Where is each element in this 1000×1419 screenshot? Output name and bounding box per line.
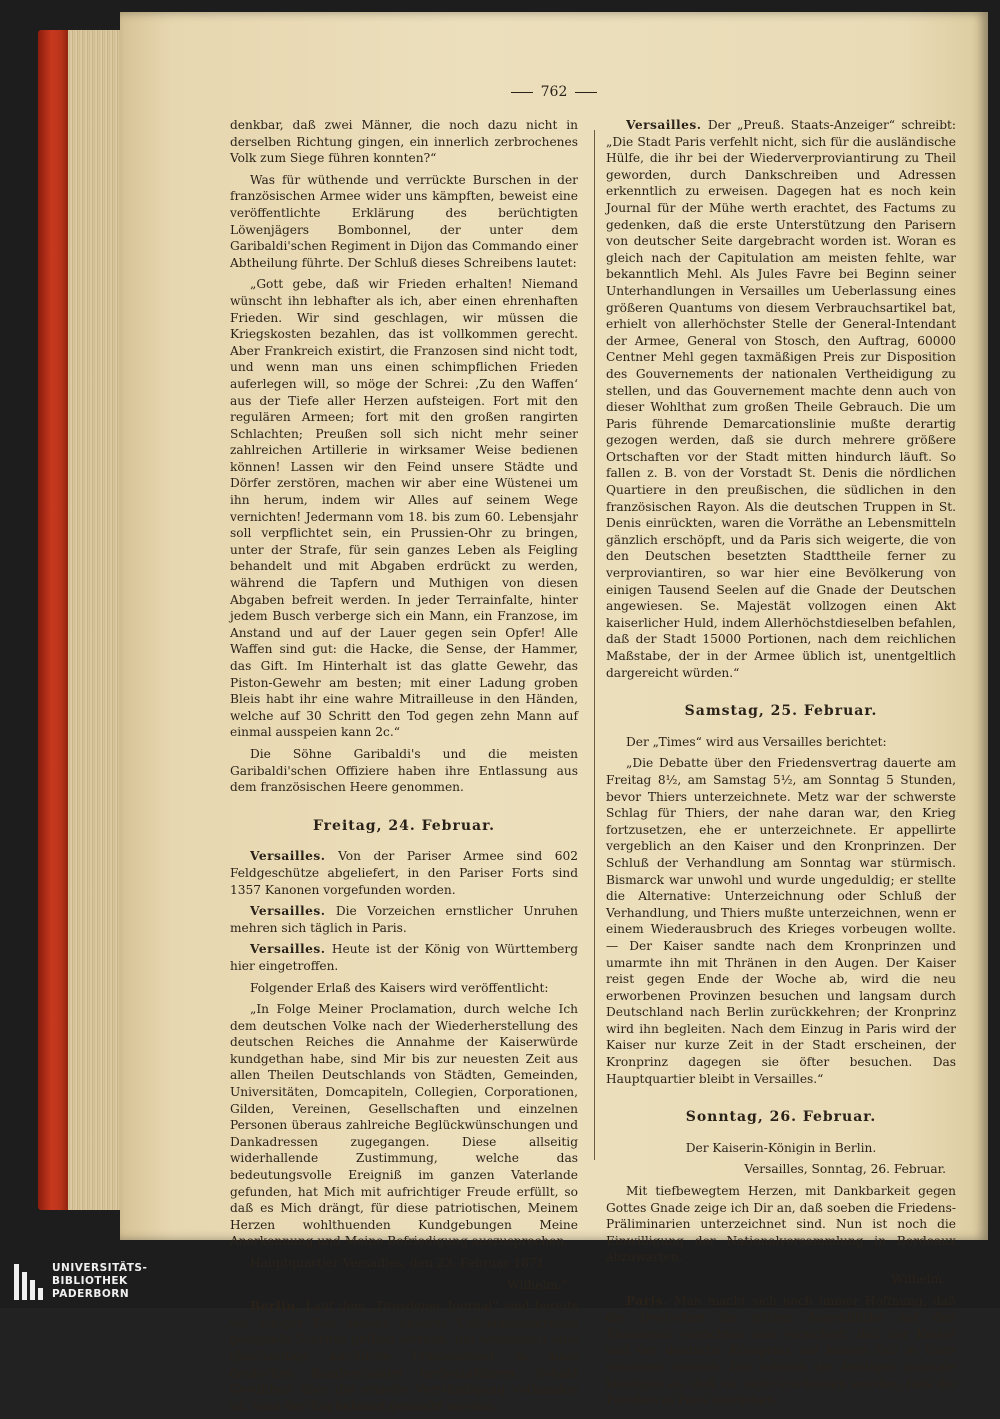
news-item (230, 941, 578, 974)
decree-place-date: Hauptquartier Versailles, den 23. Februar 1871. (250, 1256, 549, 1270)
library-logo-icon (12, 1262, 44, 1302)
news-item (230, 1298, 578, 1414)
news-item (606, 1293, 956, 1409)
book-page (120, 12, 988, 1413)
library-logo-text (52, 1262, 147, 1301)
news-text: Laut dem „Dresdener Journal“ sind bereits vor einiger Zeit seitens unseres Cultusministeriums geeignete Schritte gethan worden, um womöglich eine gleichzeitige kirchliche Friedensfeier in allen deutschen Bundesstaaten herbeizuführen. Sobald Gewißheit über die erzielte Verständigung vorhanden ist, wird der Tag bekannt gemacht werden. (230, 1299, 578, 1413)
news-item (230, 848, 578, 898)
right-column (606, 117, 956, 1414)
telegram-text: Mit tiefbewegtem Herzen, mit Dankbarkeit gegen Gottes Gnade zeige ich Dir an, daß soeben die Friedens-Präliminarien unterzeichnet sind. Nun ist noch die Einwilligung der Nationalversammlung in Bordeaux abzuwarten. (606, 1184, 956, 1265)
page-edges (68, 30, 128, 1210)
paragraph: Der „Times“ wird aus Versailles berichtet: (626, 734, 887, 749)
signature: Wilhelm. (891, 1272, 946, 1286)
dateline: Berlin. (250, 1299, 301, 1314)
news-item (230, 903, 578, 936)
dateline: Versailles. (250, 849, 326, 864)
news-text: Von der Pariser Armee sind 602 Feldgeschütze abgeliefert, in den Pariser Forts sind 1357 Kanonen vorgefunden worden. (230, 849, 578, 897)
date-heading: Freitag, 24. Februar. (312, 817, 496, 834)
date-heading: Samstag, 25. Februar. (684, 703, 878, 720)
page-number (120, 84, 988, 100)
telegram-place-date: Versailles, Sonntag, 26. Februar. (744, 1162, 946, 1177)
dateline: Versailles. (626, 118, 702, 132)
news-text: Heute ist der König von Württemberg hier eingetroffen. (230, 942, 578, 973)
telegram-address: Der Kaiserin-Königin in Berlin. (685, 1140, 877, 1155)
news-text: Der „Preuß. Staats-Anzeiger“ schreibt: „Die Stadt Paris verfehlt nicht, sich für die ausländische Hülfe, die ihr bei der Wiederverproviantirung zu Theil geworden, durch Dankschreiben und Adressen erkenntlich zu erweisen. Dagegen hat es noch kein Journal für der Mühe werth erachtet, des Factums zu gedenken, daß die erste Unterstützung den Parisern von deutscher Seite dargebracht worden ist. Woran es gleich nach der Capitulation am meisten fehlte, war bekanntlich Mehl. Als Jules Favre bei Beginn seiner Unterhandlungen in Versailles um Ueberlassung eines größeren Quantums von diesem Verbrauchsartikel bat, erhielt von allerhöchster Stelle der General-Intendant der Armee, General von Stosch, den Auftrag, 60000 Centner Mehl gegen taxmäßigen Preis zur Disposition des Gouvernements der nationalen Vertheidigung zu stellen, und das Gouvernement machte denn auch von dieser Wohlthat zum großen Theile Gebrauch. Die um Paris führende Demarcationslinie mußte derartig gezogen werden, daß sie durch mehrere größere Ortschaften vor der Stadt mitten hindurch läuft. So fallen z. B. von der Vorstadt St. Denis die nördlichen Quartiere in den preußischen, die südlichen in den französischen Rayon. Als die deutschen Truppen in St. Denis einrückten, waren die Vorräthe an Lebensmitteln gänzlich erschöpft, und da Paris sich weigerte, die von den Deutschen besetzten Stadttheile ferner zu verproviantiren, so war hier eine Bevölkerung von einigen Tausend Seelen auf die Gnade der Deutschen angewiesen. Se. Majestät vollzogen einen Akt kaiserlicher Huld, indem Allerhöchstdieselben befahlen, daß der Stadt 15000 Portionen, nach dem reichlichen Maßstabe, der in der Armee üblich ist, unentgeltlich dargereicht würden.“ (606, 118, 957, 680)
logo-line: BIBLIOTHEK (52, 1275, 128, 1287)
news-text: Die Vorzeichen ernstlicher Unruhen mehren sich täglich in Paris. (230, 904, 579, 935)
paragraph: Was für wüthende und verrückte Burschen in der französischen Armee wider uns kämpften, beweist eine veröffentlichte Erklärung des berüchtigten Löwenjägers Bombonnel, der unter dem Garibaldi'schen Regiment in Dijon das Commando einer Abtheilung führte. Der Schluß dieses Schreibens lautet: (230, 172, 578, 270)
date-heading: Sonntag, 26. Februar. (685, 1109, 877, 1126)
left-column (230, 117, 578, 1419)
paragraph: Folgender Erlaß des Kaisers wird veröffentlicht: (250, 980, 549, 995)
paragraph: Die Söhne Garibaldi's und die meisten Garibaldi'schen Offiziere haben ihre Entlassung aus dem französischen Heere genommen. (230, 746, 578, 795)
dateline: Versailles. (250, 904, 326, 919)
logo-line: PADERBORN (52, 1288, 130, 1300)
quote: „Gott gebe, daß wir Frieden erhalten! Niemand wünscht ihn lebhafter als ich, aber einen ehrenhaften Frieden. Wir sind geschlagen, wir müssen die Kriegskosten bezahlen, das ist vollkommen gerecht. Aber Frankreich existirt, die Franzosen sind nicht todt, und wenn man uns einen schimpflichen Frieden auferlegen will, so möge der Schrei: ‚Zu den Waffen‘ aus der Tiefe aller Herzen aufsteigen. Fort mit den regulären Armeen; fort mit den großen rangirten Schlachten; Preußen soll sich nicht mehr seiner zahlreichen Artillerie in wirksamer Weise bedienen können! Lassen wir den Feind unsere Städte und Dörfer zerstören, machen wir aber eine Wüstenei um ihn herum, indem wir Alles auf seinem Wege vernichten! Jedermann vom 18. bis zum 60. Lebensjahr soll verpflichtet sein, ein Prussien-Ohr zu bringen, unter der Strafe, für sein ganzes Leben als Feigling behandelt und mit Abgaben erdrückt zu werden, während die Tapfern und Muthigen von diesen Abgaben befreit werden. In jeder Terrainfalte, hinter jedem Busch verberge sich ein Mann, ein Franzose, im Anstand und auf der Lauer gegen sein Opfer! Alle Waffen sind gut: die Hacke, die Sense, der Hammer, das Gift. Im Hinterhalt ist das glatte Gewehr, das Piston-Gewehr am besten; mit einer Ladung groben Bleis habt ihr eine wahre Mitrailleuse in den Händen, welche auf 30 Schritt den Tod gegen zehn Mann auf einmal ausspeien kann 2c.“ (230, 277, 578, 740)
quote: „Die Debatte über den Friedensvertrag dauerte am Freitag 8½, am Samstag 5½, am Sonntag 5 Stunden, bevor Thiers unterzeichnete. Metz war der schwerste Schlag für Thiers, der nahe daran war, den Krieg fortzusetzen, ehe er unterzeichnete. Er appellirte vergeblich an den Kaiser und den Kronprinzen. Der Schluß der Verhandlung am Sonntag war stürmisch. Bismarck war unwohl und wurde ungeduldig; er stellte die Alternative: Unterzeichnung oder Schluß der Verhandlung, und Thiers mußte unterzeichnen, wenn er einem Wiederausbruch des Krieges vorbeugen wollte. — Der Kaiser sandte nach dem Kronprinzen und umarmte ihn mit Thränen in den Augen. Der Kaiser reist gegen Ende der Woche ab, wird die neu erworbenen Provinzen besuchen und langsam durch Deutschland nach Berlin zurückkehren; der Kronprinz wird ihn begleiten. Nach dem Einzug in Paris wird der Kaiser nur kurze Zeit in der Stadt erscheinen, der Kronprinz dagegen sie öfter besuchen. Das Hauptquartier bleibt in Versailles.“ (606, 756, 956, 1086)
news-text: Man macht sich noch immer Hoffnung, daß die Deutschen im letzten Augenblicke auf den Einmarsch verzichten und versichert, daß der Kaiser und der deutsche Kronprinz auf keinen Fall in Paris einziehen werden. Die meisten der heutigen Journale kündigen an, daß sie nicht erscheinen werden, falls die Preußen in Paris einrücken. (606, 1293, 956, 1408)
rule-left (511, 92, 533, 93)
book-cover-edge (38, 30, 72, 1210)
decree: „In Folge Meiner Proclamation, durch welche Ich dem deutschen Volke nach der Wiederherstellung des deutschen Reiches die Annahme der Kaiserwürde kundgethan habe, sind Mir bis zur neuesten Zeit aus allen Theilen Deutschlands von Städten, Gemeinden, Universitäten, Domcapiteln, Collegien, Corporationen, Gilden, Vereinen, Gesellschaften und einzelnen Personen überaus zahlreiche Beglückwünschungen und Dankadressen zugegangen. Diese allseitig widerhallende Zustimmung, welche das bedeutungsvolle Ereigniß im ganzen Vaterlande gefunden, hat Mich mit aufrichtiger Freude erfüllt, so daß es Mich drängt, für diese patriotischen, Meinem Herzen wohlthuenden Kundgebungen Meine Anerkennung und Meine Befriedigung auszusprechen. (230, 1002, 578, 1249)
dateline: Versailles. (250, 942, 326, 957)
signature: Wilhelm.“ (507, 1277, 568, 1292)
paragraph: denkbar, daß zwei Männer, die noch dazu nicht in derselben Richtung gingen, ein innerlich zerbrochenes Volk zum Siege führen konnten?“ (230, 118, 578, 166)
rule-right (575, 92, 597, 93)
page-number-text: 762 (540, 84, 568, 100)
news-item (606, 117, 956, 681)
dateline: Paris. (626, 1293, 668, 1308)
column-divider (594, 130, 595, 1160)
logo-line: UNIVERSITÄTS- (52, 1262, 148, 1274)
